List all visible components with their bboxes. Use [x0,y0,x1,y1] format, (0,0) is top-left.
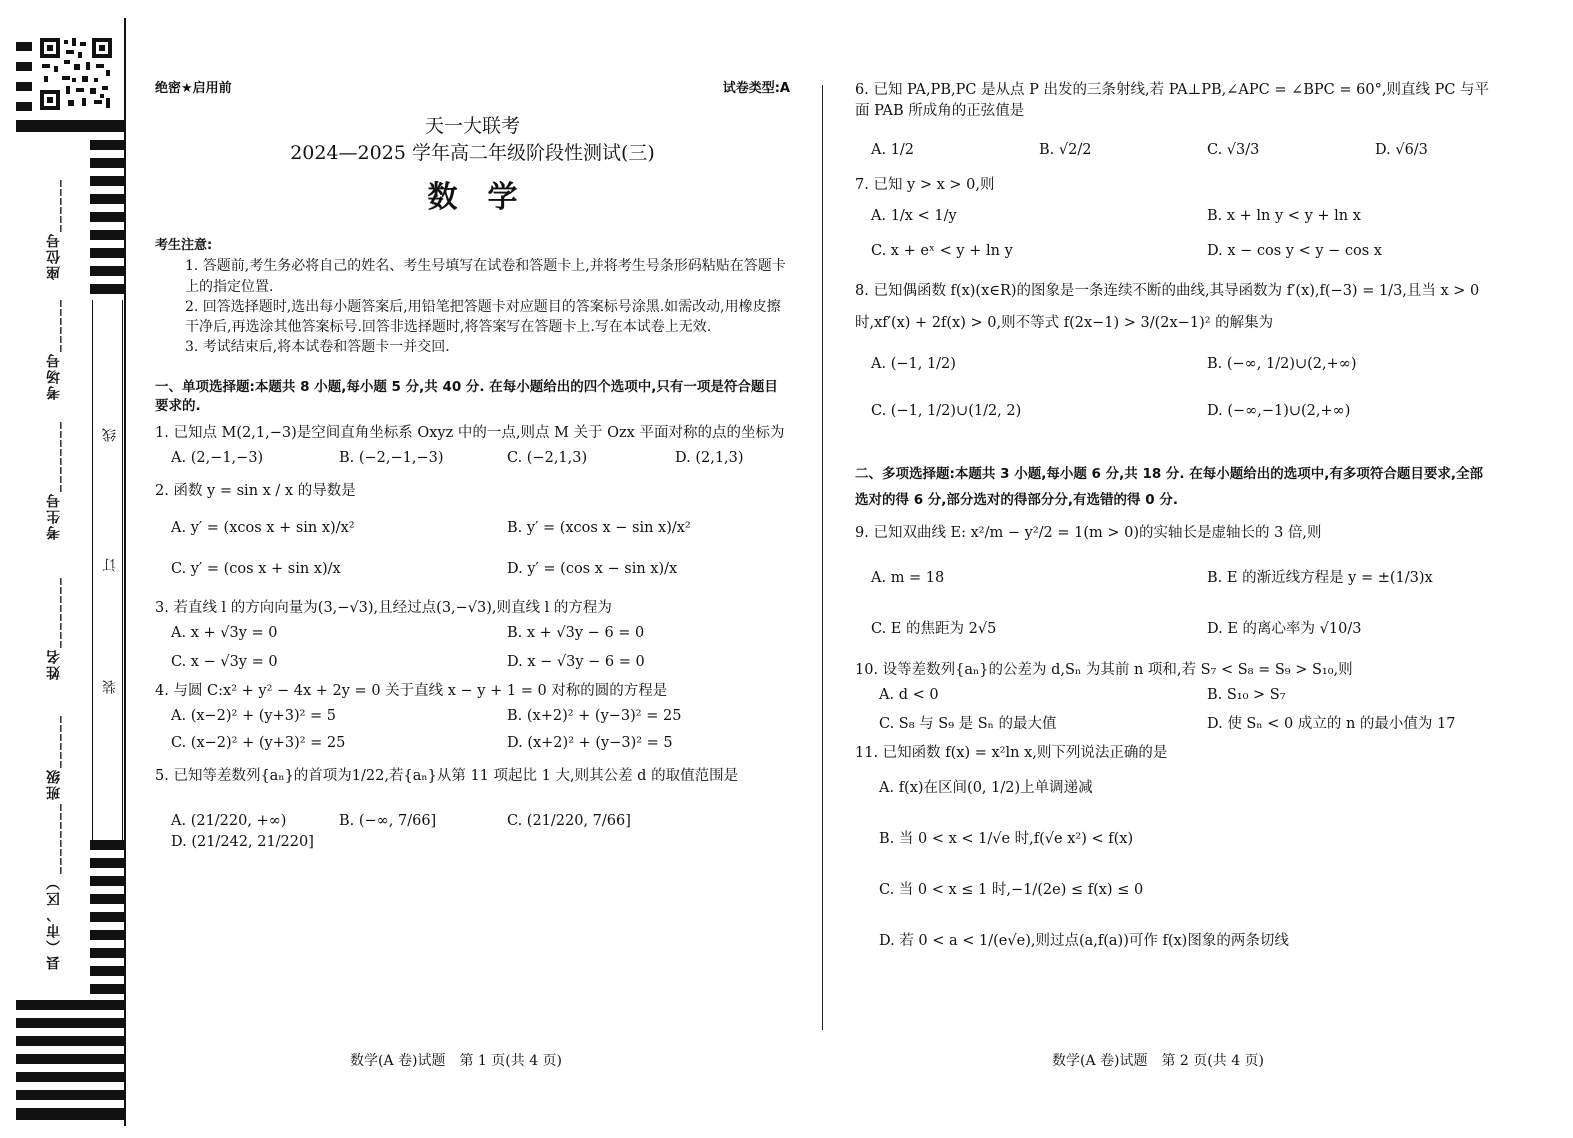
option-c: C. (−2,1,3) [507,449,588,466]
exam-title: 2024—2025 学年高二年级阶段性测试(三) [290,142,655,165]
left-page [155,80,790,853]
option-c: C. x + eˣ < y + ln y [871,243,1013,260]
option-b: B. (−∞, 1/2)∪(2,+∞) [1207,355,1357,372]
option-a: A. m = 18 [871,570,945,587]
question-2 [155,481,790,580]
question-1 [155,423,790,469]
binding-dashes [90,140,124,300]
binding-bar [16,1036,124,1046]
question-stem: 2. 函数 y = sin x / x 的导数是 [155,482,356,499]
name-field: 姓名________ [46,576,62,680]
question-5 [155,766,790,853]
question-stem: 5. 已知等差数列{aₙ}的首项为1/22,若{aₙ}从第 11 项起比 1 大,则其公差 d 的取值范围是 [155,768,739,785]
binding-bar [16,82,32,91]
option-a: A. y′ = (xcos x + sin x)/x² [171,519,355,536]
option-c: C. E 的焦距为 2√5 [871,621,997,638]
option-b: B. E 的渐近线方程是 y = ±(1/3)x [1207,570,1433,587]
question-stem: 1. 已知点 M(2,1,−3)是空间直角坐标系 Oxyz 中的一点,则点 M 关于 Ozx 平面对称的点的坐标为 [155,424,785,441]
question-9 [855,523,1495,640]
notice-item: 3. 考试结束后,将本试卷和答题卡一并交回. [185,339,450,356]
notice-title: 考生注意: [155,238,213,254]
option-d: D. E 的离心率为 √10/3 [1207,621,1362,638]
binding-bar [16,1054,124,1064]
binding-bar [16,1018,124,1028]
question-stem: 8. 已知偶函数 f(x)(x∈R)的图象是一条连续不断的曲线,其导函数为 f′(x),f(−3) = 1/3,且当 x > 0 时,xf′(x) + 2f(x) > 0,则不等式 f(2x−1) > 3/(2x−1)² 的解集为 [855,283,1480,331]
class-field: 班级______ [46,714,62,800]
option-d: D. 使 Sₙ < 0 成立的 n 的最小值为 17 [1207,716,1456,733]
option-b: B. 当 0 < x < 1/√e 时,f(√e x²) < f(x) [879,831,1134,848]
option-a: A. 1/x < 1/y [871,208,957,225]
option-a: A. f(x)在区间(0, 1/2)上单调递减 [879,780,1093,797]
option-d: D. (21/242, 21/220] [171,834,314,851]
right-page [855,80,1495,952]
option-b: B. y′ = (xcos x − sin x)/x² [507,519,691,536]
seat-field: 座位号______ [46,178,62,280]
room-field: 考场号______ [46,298,62,400]
notice-item: 2. 回答选择题时,选出每小题答案后,用铅笔把答题卡对应题目的答案标号涂黑.如需改动,用橡皮擦干净后,再选涂其他答案标号.回答非选择题时,将答案写在答题卡上.写在本试卷上无效. [185,298,781,336]
binding-bar [16,42,32,51]
question-stem: 11. 已知函数 f(x) = x²ln x,则下列说法正确的是 [855,745,1168,762]
binding-bar [16,1000,124,1010]
qr-code [38,36,114,112]
secret-label: 绝密★启用前 [155,81,232,96]
section-1-heading: 一、单项选择题:本题共 8 小题,每小题 5 分,共 40 分. 在每小题给出的四个选项中,只有一项是符合题目要求的. [155,378,778,415]
option-d: D. x − √3y − 6 = 0 [507,654,645,670]
option-b: B. (−∞, 7/66] [339,813,437,830]
option-d: D. y′ = (cos x − sin x)/x [507,560,678,577]
option-a: A. (x−2)² + (y+3)² = 5 [171,708,337,725]
option-d: D. (x+2)² + (y−3)² = 5 [507,735,673,752]
option-c: C. x − √3y = 0 [171,654,278,670]
option-d: D. 若 0 < a < 1/(e√e),则过点(a,f(a))可作 f(x)图象的两条切线 [879,933,1289,950]
question-stem: 7. 已知 y > x > 0,则 [855,177,995,194]
page-divider [822,85,823,1030]
binding-bar [16,102,32,111]
option-b: B. (−2,−1,−3) [339,449,444,466]
subject-title: 数 学 [427,179,518,215]
line-mark: 线 [102,428,118,442]
option-c: C. √3/3 [1207,142,1260,159]
paper-type: 试卷类型:A [722,81,790,96]
option-b: B. (x+2)² + (y−3)² = 25 [507,708,682,725]
option-a: A. d < 0 [879,687,939,704]
question-stem: 10. 设等差数列{aₙ}的公差为 d,Sₙ 为其前 n 项和,若 S₇ < S₈ = S₉ > S₁₀,则 [855,662,1353,679]
option-d: D. (2,1,3) [675,449,744,466]
strip-border [124,18,126,1126]
county-field: 县（市、区）________ [46,802,62,970]
question-10 [855,660,1495,735]
question-4 [155,681,790,754]
option-a: A. (−1, 1/2) [871,355,956,372]
org-title: 天一大联考 [424,114,520,137]
question-6 [855,80,1495,161]
option-c: C. (21/220, 7/66] [507,813,631,830]
binding-bar [16,1072,124,1082]
binding-dashes [90,840,124,1000]
binding-bar [16,62,32,71]
option-b: B. S₁₀ > S₇ [1207,687,1286,704]
option-c: C. y′ = (cos x + sin x)/x [171,560,341,577]
option-a: A. (2,−1,−3) [171,449,264,466]
bind-mark: 装 [102,680,118,694]
section-2-heading: 二、多项选择题:本题共 3 小题,每小题 6 分,共 18 分. 在每小题给出的选项中,有多项符合题目要求,全部选对的得 6 分,部分选对的得部分分,有选错的得 0 分. [855,465,1484,508]
footer-left: 数学(A 卷)试题 第 1 页(共 4 页) [350,1053,563,1069]
notice-item: 1. 答题前,考生务必将自己的姓名、考生号填写在试卷和答题卡上,并将考生号条形码粘贴在答题卡上的指定位置. [185,258,786,295]
staple-mark: 订 [102,558,118,572]
binding-bar [16,1090,124,1100]
question-7 [855,175,1495,262]
option-b: B. x + √3y − 6 = 0 [507,624,645,641]
option-b: B. √2/2 [1039,142,1092,159]
option-d: D. x − cos y < y − cos x [1207,243,1382,260]
option-a: A. x + √3y = 0 [171,624,278,641]
option-c: C. (x−2)² + (y+3)² = 25 [171,735,346,752]
option-a: A. 1/2 [871,142,915,159]
question-stem: 4. 与圆 C:x² + y² − 4x + 2y = 0 关于直线 x − y + 1 = 0 对称的圆的方程是 [155,683,668,700]
question-stem: 6. 已知 PA,PB,PC 是从点 P 出发的三条射线,若 PA⊥PB,∠APC = ∠BPC = 60°,则直线 PC 与平面 PAB 所成角的正弦值是 [855,82,1490,120]
footer-right: 数学(A 卷)试题 第 2 页(共 4 页) [1052,1053,1265,1069]
cut-line [122,300,123,840]
question-3 [155,598,790,673]
question-stem: 3. 若直线 l 的方向向量为(3,−√3),且经过点(3,−√3),则直线 l 的方程为 [155,599,612,616]
binding-bar [16,1108,124,1120]
question-8 [855,276,1495,422]
binding-strip [0,0,135,1138]
notice-list [155,256,790,357]
cut-line [92,300,93,840]
examinee-field: 考生号________ [46,420,62,540]
option-d: D. √6/3 [1375,142,1428,159]
binding-bar [16,120,124,132]
option-b: B. x + ln y < y + ln x [1207,208,1361,225]
option-c: C. (−1, 1/2)∪(1/2, 2) [871,402,1022,419]
question-11 [855,743,1495,952]
question-stem: 9. 已知双曲线 E: x²/m − y²/2 = 1(m > 0)的实轴长是虚轴长的 3 倍,则 [855,525,1322,542]
option-d: D. (−∞,−1)∪(2,+∞) [1207,402,1351,419]
option-c: C. 当 0 < x ≤ 1 时,−1/(2e) ≤ f(x) ≤ 0 [879,882,1144,899]
option-a: A. (21/220, +∞) [171,813,287,830]
option-c: C. S₈ 与 S₉ 是 Sₙ 的最大值 [879,716,1057,733]
